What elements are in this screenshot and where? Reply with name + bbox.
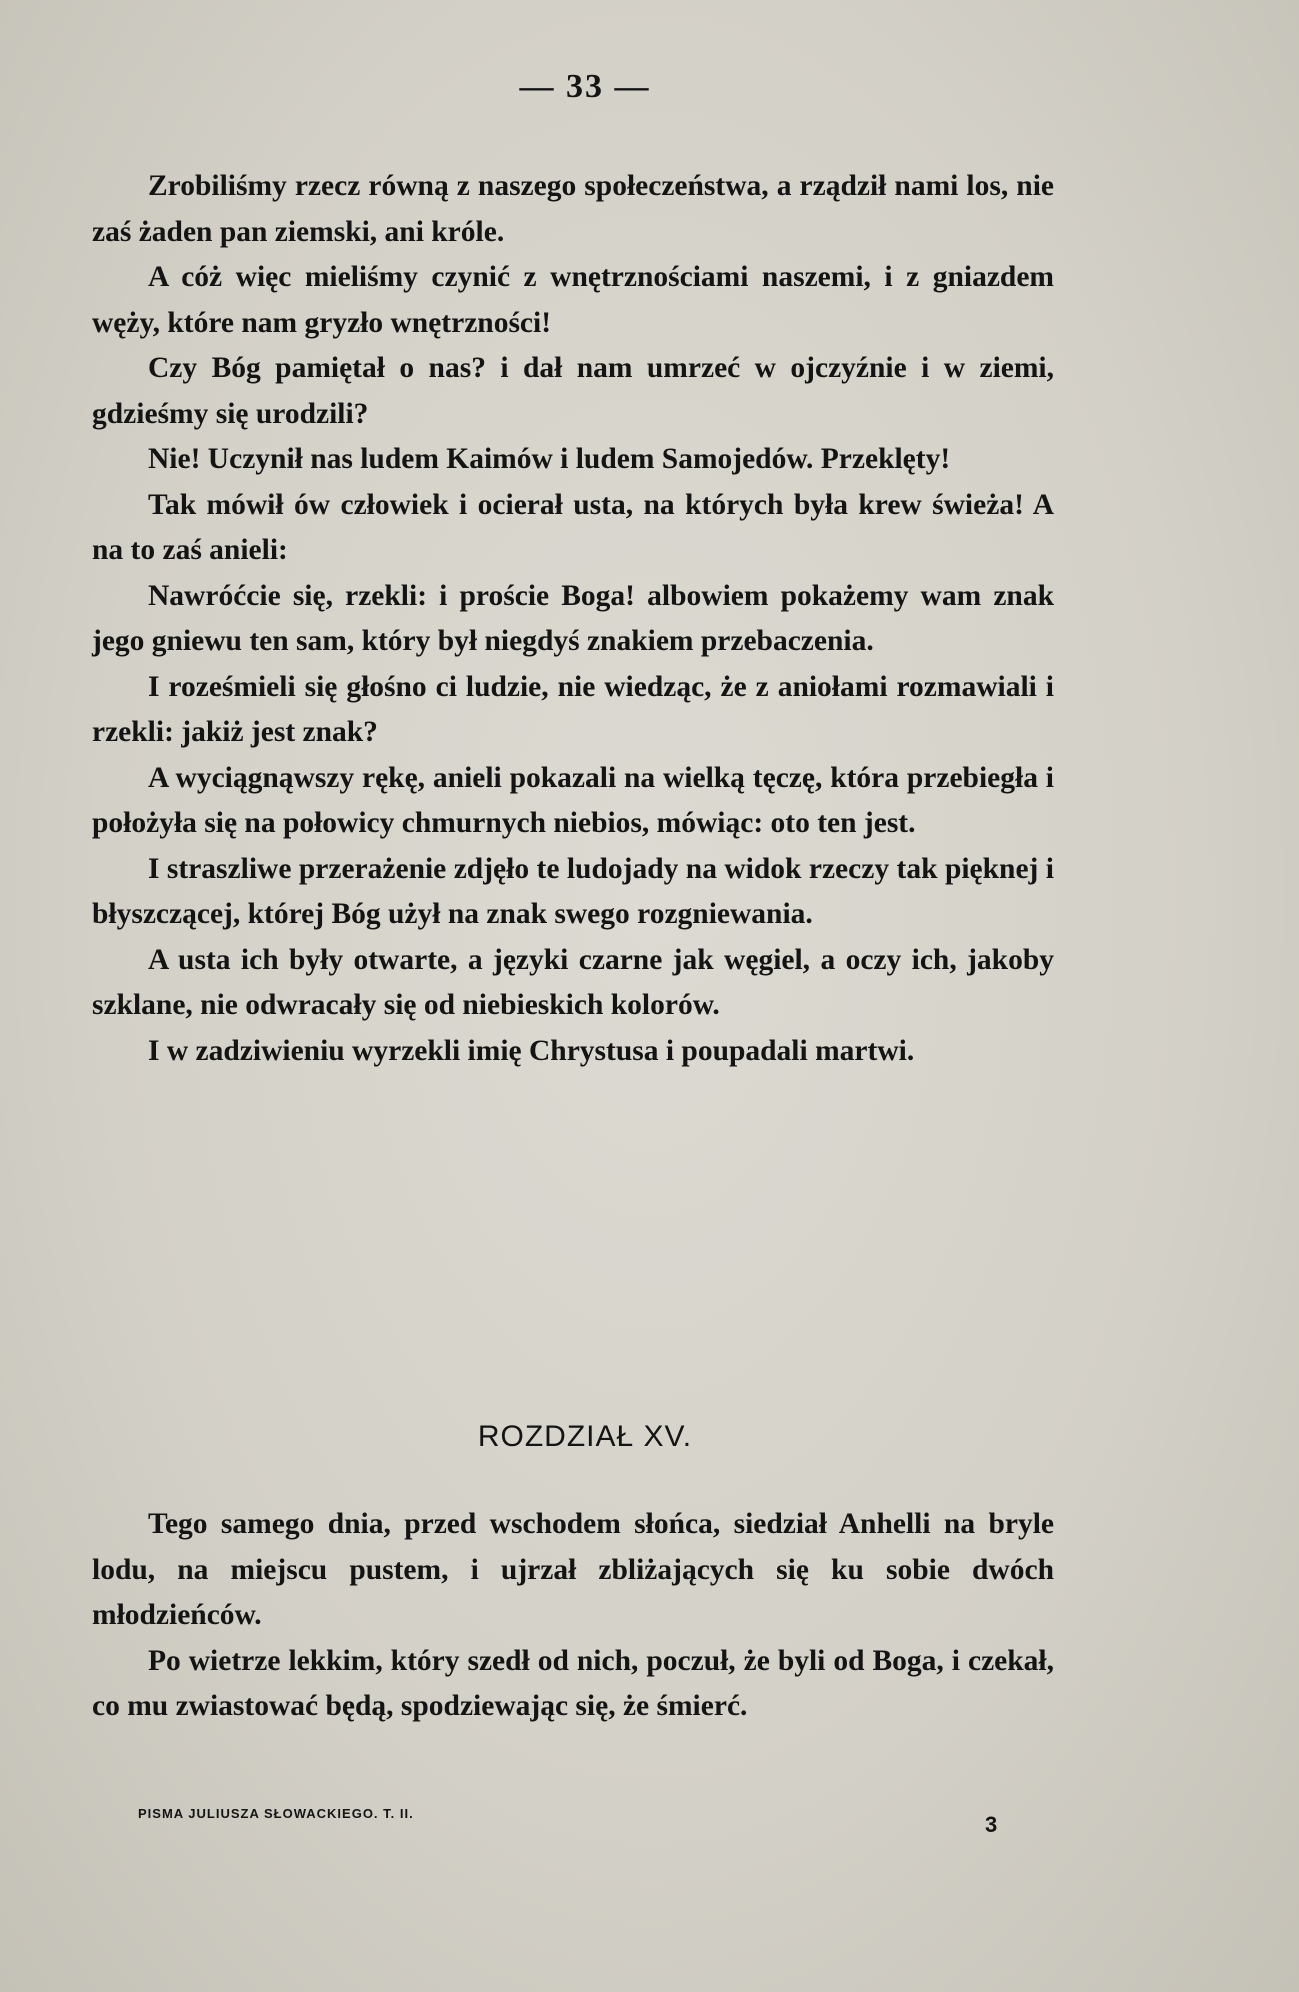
paragraph: I straszliwe przerażenie zdjęło te ludojady na widok rzeczy tak pięknej i błyszczącej, której Bóg użył na znak swego rozgniewania. <box>92 852 1054 930</box>
paragraph: I roześmieli się głośno ci ludzie, nie wiedząc, że z aniołami rozmawiali i rzekli: jakiż jest znak? <box>92 670 1054 748</box>
footer-sheet-number: 3 <box>985 1812 998 1837</box>
paragraph: A cóż więc mieliśmy czynić z wnętrznościami naszemi, i z gniazdem węży, które nam gryzło wnętrzności! <box>92 261 1054 339</box>
paragraph: A wyciągnąwszy rękę, anieli pokazali na wielką tęczę, która przebiegła i położyła się na połowicy chmurnych niebios, mówiąc: oto ten jest. <box>92 761 1054 839</box>
paragraph: I w zadziwieniu wyrzekli imię Chrystusa i poupadali martwi. <box>148 1034 915 1067</box>
paragraph: Po wietrze lekkim, który szedł od nich, poczuł, że byli od Boga, i czekał, co mu zwiastować będą, spodziewając się, że śmierć. <box>92 1644 1054 1722</box>
paragraph: A usta ich były otwarte, a języki czarne jak węgiel, a oczy ich, jakoby szklane, nie odwracały się od niebieskich kolorów. <box>92 943 1054 1021</box>
paragraph: Nie! Uczynił nas ludem Kaimów i ludem Samojedów. Przeklęty! <box>148 443 951 475</box>
footer-signature: PISMA JULIUSZA SŁOWACKIEGO. T. II. <box>138 1806 414 1821</box>
paragraph: Nawróćcie się, rzekli: i proście Boga! albowiem pokażemy wam znak jego gniewu ten sam, który był niegdyś znakiem przebaczenia. <box>92 579 1054 657</box>
paragraph: Tak mówił ów człowiek i ocierał usta, na których była krew świeża! A na to zaś anieli: <box>92 488 1054 566</box>
text-block-top <box>92 164 1054 1074</box>
chapter-title: ROZDZIAŁ XV. <box>477 1420 693 1453</box>
paragraph: Czy Bóg pamiętał o nas? i dał nam umrzeć w ojczyźnie i w ziemi, gdzieśmy się urodzili? <box>92 352 1054 430</box>
text-block-bottom <box>92 1502 1054 1730</box>
page-header: — 33 — <box>519 68 651 105</box>
paragraph: Tego samego dnia, przed wschodem słońca, siedział Anhelli na bryle lodu, na miejscu pustem, i ujrzał zbliżających się ku sobie dwóch młodzieńców. <box>92 1508 1054 1631</box>
paragraph: Zrobiliśmy rzecz równą z naszego społeczeństwa, a rządził nami los, nie zaś żaden pan ziemski, ani króle. <box>92 170 1054 248</box>
